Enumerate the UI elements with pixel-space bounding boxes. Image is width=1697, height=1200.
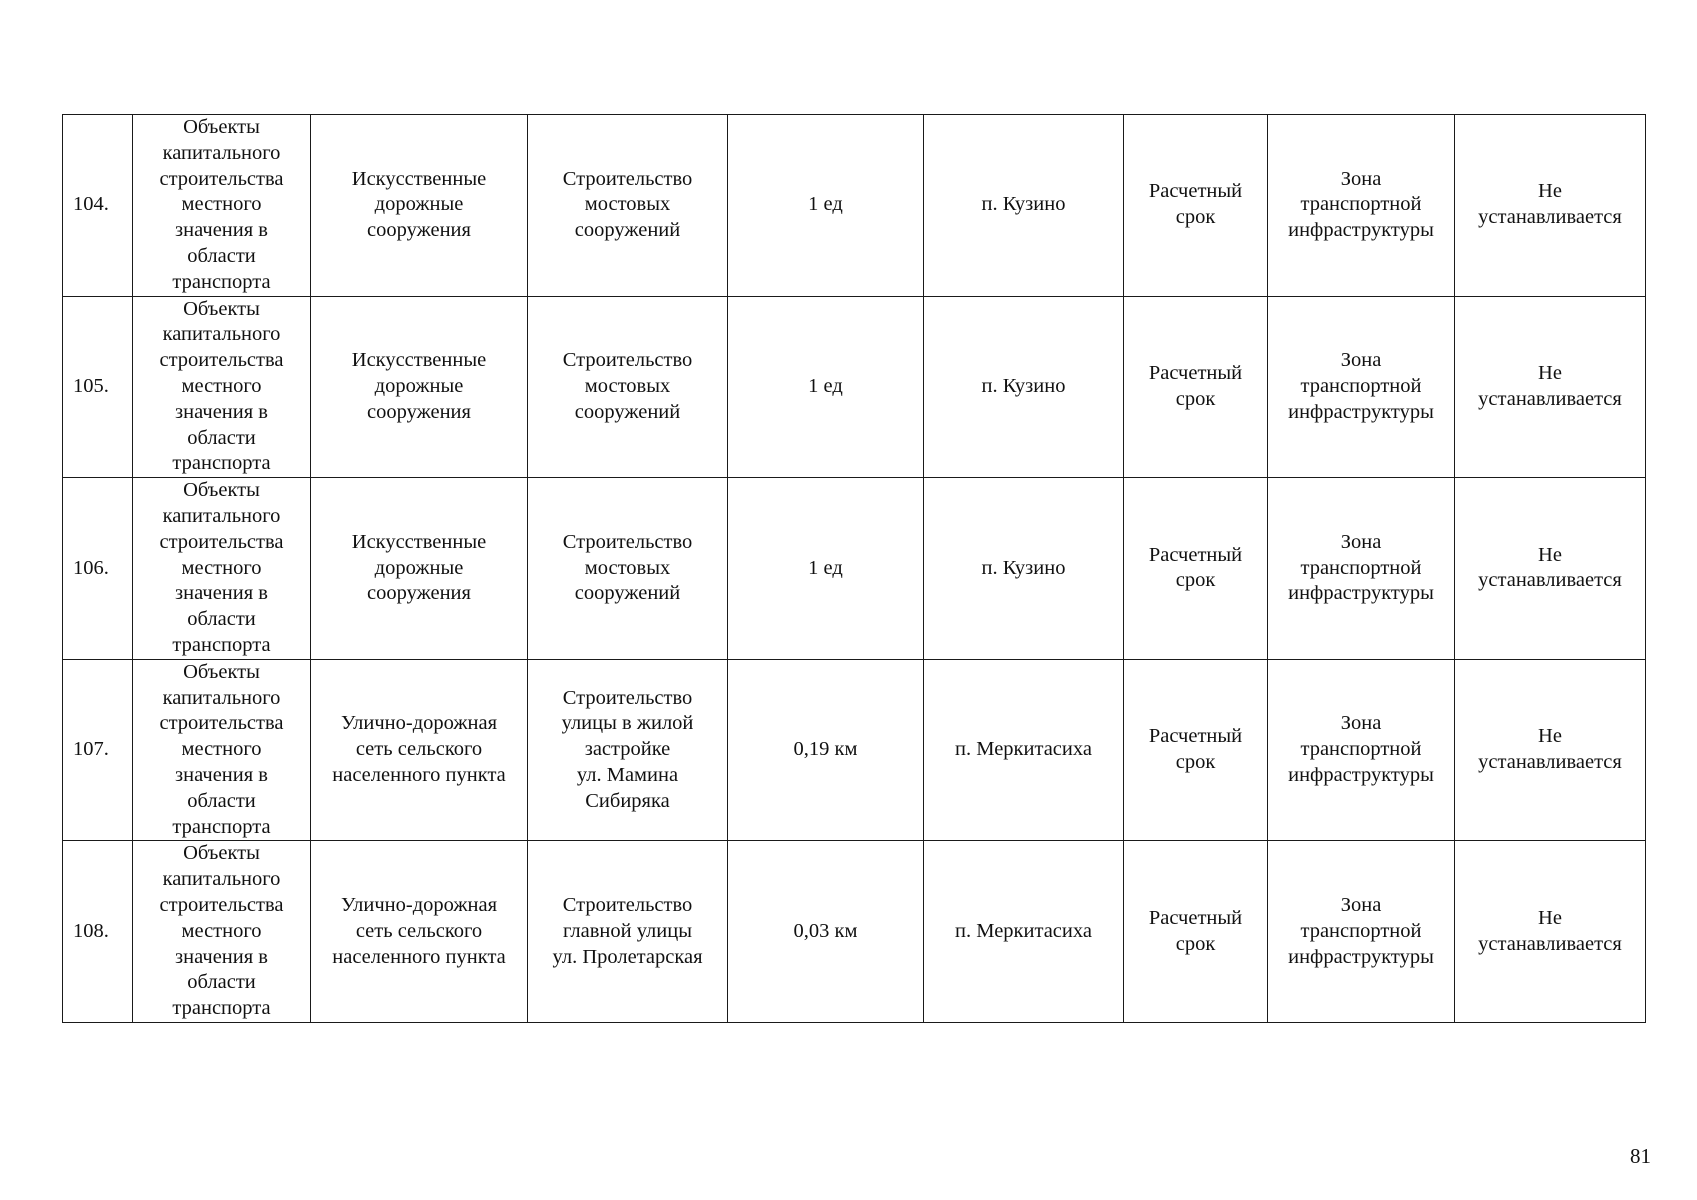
object-location-cell [924, 296, 1124, 478]
row-number-cell [63, 659, 133, 841]
object-type-text: Искусственные дорожные сооружения [351, 167, 487, 242]
zone-restriction-text: Не устанавливается [1478, 543, 1622, 592]
object-purpose-text: Строительство мостовых сооружений [562, 349, 693, 423]
object-location-text: п. Кузино [981, 374, 1066, 397]
object-purpose-cell [528, 478, 728, 660]
object-capacity-cell [728, 115, 924, 297]
object-type-cell [311, 478, 528, 660]
object-category-cell [133, 115, 311, 297]
zone-restriction-text: Не устанавливается [1478, 362, 1622, 410]
object-capacity-text: 1 ед [808, 556, 843, 579]
functional-zone-cell [1268, 478, 1455, 660]
row-number-text: 105. [73, 374, 109, 397]
implementation-term-text: Расчетный срок [1148, 725, 1243, 774]
object-capacity-cell [728, 659, 924, 841]
object-category-text: Объекты капитального строительства местного значения в области транспорта [159, 116, 284, 293]
functional-zone-text: Зона транспортной инфраструктуры [1288, 167, 1434, 242]
row-number-text: 107. [73, 738, 109, 761]
implementation-term-text: Расчетный срок [1148, 906, 1243, 955]
functional-zone-text: Зона транспортной инфраструктуры [1288, 530, 1434, 605]
table-row [63, 659, 1646, 841]
zone-restriction-text: Не устанавливается [1478, 906, 1622, 955]
row-number-cell [63, 296, 133, 478]
object-type-cell [311, 115, 528, 297]
object-purpose-cell [528, 659, 728, 841]
object-type-cell [311, 659, 528, 841]
object-category-text: Объекты капитального строительства местного значения в области транспорта [159, 479, 284, 656]
object-purpose-cell [528, 296, 728, 478]
object-purpose-cell [528, 841, 728, 1023]
table-row [63, 478, 1646, 660]
object-location-cell [924, 841, 1124, 1023]
functional-zone-cell [1268, 296, 1455, 478]
zone-restriction-cell [1455, 115, 1646, 297]
functional-zone-cell [1268, 841, 1455, 1023]
object-capacity-cell [728, 841, 924, 1023]
object-category-cell [133, 841, 311, 1023]
object-category-text: Объекты капитального строительства местного значения в области транспорта [159, 842, 284, 1020]
object-purpose-text: Строительство улицы в жилой застройке ул. Мамина Сибиряка [561, 686, 694, 812]
implementation-term-cell [1124, 478, 1268, 660]
functional-zone-cell [1268, 115, 1455, 297]
implementation-term-text: Расчетный срок [1148, 362, 1243, 410]
object-purpose-cell [528, 115, 728, 297]
functional-zone-text: Зона транспортной инфраструктуры [1288, 349, 1434, 423]
object-type-cell [311, 296, 528, 478]
object-location-text: п. Кузино [981, 556, 1066, 579]
page-number: 81 [1630, 1144, 1651, 1168]
object-purpose-text: Строительство мостовых сооружений [562, 530, 693, 605]
table-row [63, 115, 1646, 297]
implementation-term-cell [1124, 659, 1268, 841]
object-location-text: п. Кузино [981, 193, 1066, 216]
object-type-text: Улично-дорожная сеть сельского населенного пункта [332, 712, 506, 786]
object-capacity-cell [728, 296, 924, 478]
implementation-term-cell [1124, 841, 1268, 1023]
zone-restriction-cell [1455, 296, 1646, 478]
row-number-cell [63, 841, 133, 1023]
object-location-cell [924, 115, 1124, 297]
object-purpose-text: Строительство мостовых сооружений [562, 167, 693, 242]
object-type-text: Искусственные дорожные сооружения [351, 530, 487, 605]
row-number-cell [63, 478, 133, 660]
functional-zone-text: Зона транспортной инфраструктуры [1288, 893, 1434, 968]
object-type-text: Улично-дорожная сеть сельского населенного пункта [332, 893, 506, 968]
object-purpose-text: Строительство главной улицы ул. Пролетарская [552, 893, 703, 968]
zone-restriction-cell [1455, 659, 1646, 841]
zone-restriction-text: Не устанавливается [1478, 180, 1622, 229]
object-category-cell [133, 659, 311, 841]
zone-restriction-cell [1455, 841, 1646, 1023]
zone-restriction-cell [1455, 478, 1646, 660]
object-capacity-cell [728, 478, 924, 660]
object-category-cell [133, 478, 311, 660]
implementation-term-cell [1124, 296, 1268, 478]
object-location-text: п. Меркитасиха [955, 919, 1092, 942]
row-number-text: 108. [73, 919, 109, 942]
object-type-text: Искусственные дорожные сооружения [351, 349, 487, 423]
object-capacity-text: 1 ед [808, 374, 843, 397]
functional-zone-text: Зона транспортной инфраструктуры [1288, 712, 1434, 786]
table-body [63, 115, 1646, 1023]
object-location-cell [924, 478, 1124, 660]
row-number-text: 106. [73, 556, 109, 579]
object-category-text: Объекты капитального строительства местного значения в области транспорта [159, 297, 284, 475]
object-location-cell [924, 659, 1124, 841]
table-row [63, 296, 1646, 478]
zone-restriction-text: Не устанавливается [1478, 725, 1622, 774]
object-category-cell [133, 296, 311, 478]
row-number-cell [63, 115, 133, 297]
object-capacity-text: 0,03 км [793, 919, 858, 942]
implementation-term-text: Расчетный срок [1148, 543, 1243, 592]
functional-zone-cell [1268, 659, 1455, 841]
object-capacity-text: 1 ед [808, 193, 843, 216]
object-category-text: Объекты капитального строительства местного значения в области транспорта [159, 660, 284, 838]
object-type-cell [311, 841, 528, 1023]
implementation-term-text: Расчетный срок [1148, 180, 1243, 229]
table-row [63, 841, 1646, 1023]
row-number-text: 104. [73, 193, 109, 216]
object-capacity-text: 0,19 км [793, 738, 858, 761]
object-location-text: п. Меркитасиха [955, 738, 1092, 761]
objects-table [62, 114, 1646, 1023]
implementation-term-cell [1124, 115, 1268, 297]
